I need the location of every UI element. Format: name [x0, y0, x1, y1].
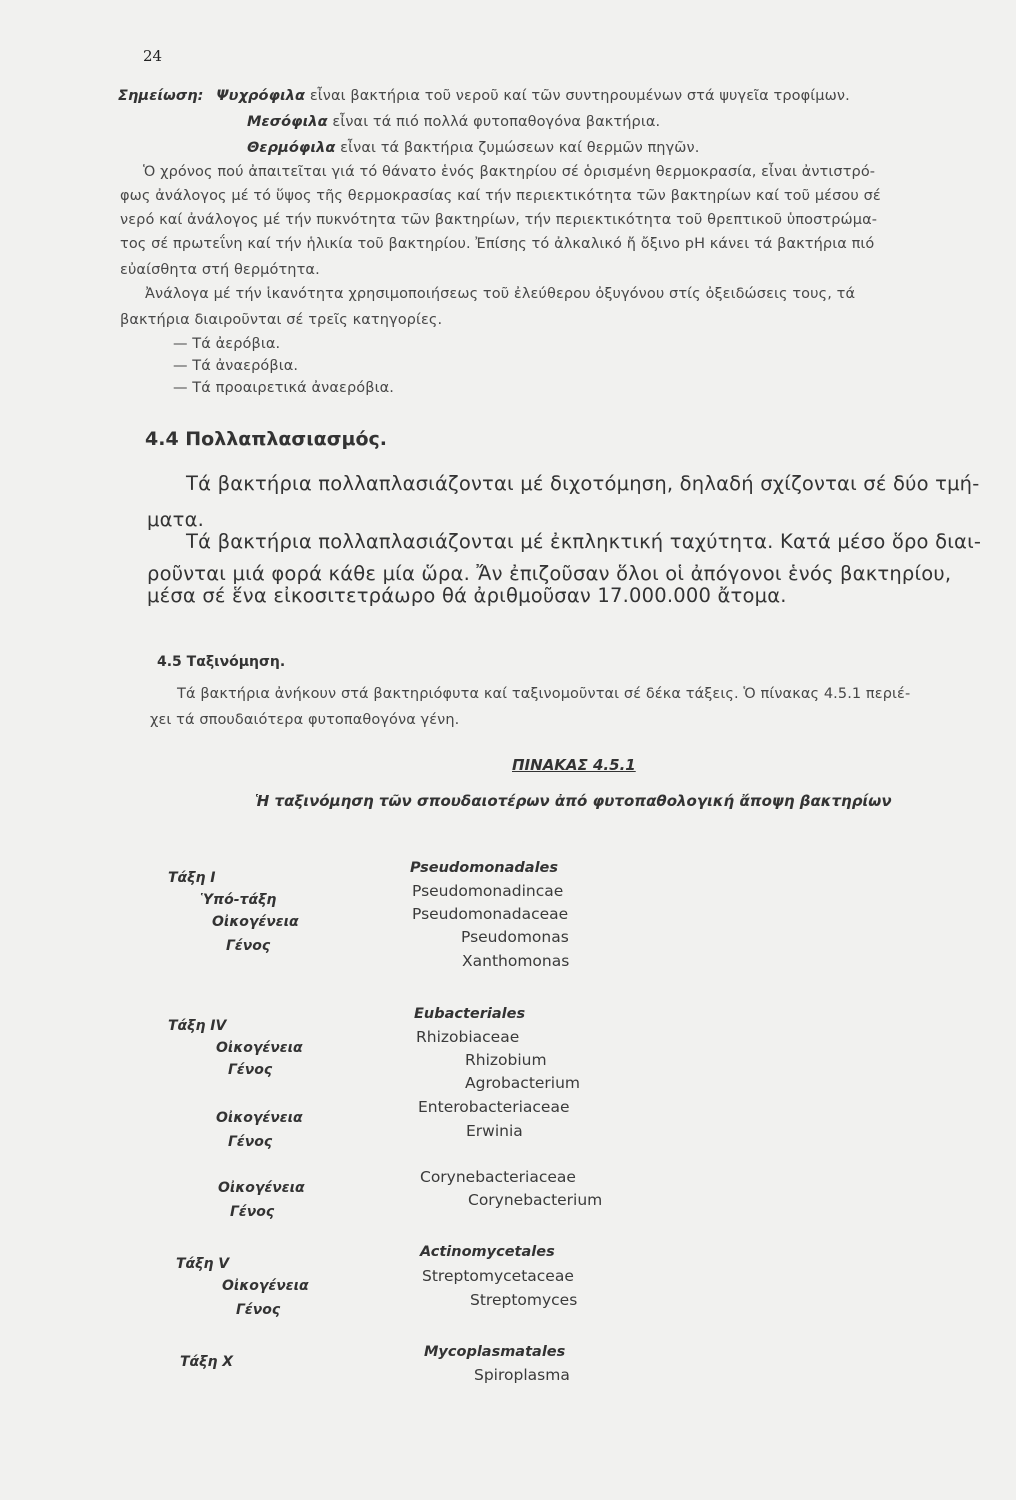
- taxon-order-pseudomonadales: Pseudomonadales: [410, 860, 559, 876]
- para1-line-3: νερό καί ἀνάλογος μέ τήν πυκνότητα τῶν βακτηρίων, τήν περιεκτικότητα τοῦ θρεπτικοῦ ὑποστρώμα-: [120, 212, 878, 228]
- rank-genus-c: Γένος: [228, 1134, 273, 1150]
- rank-genus-b: Γένος: [228, 1062, 273, 1078]
- rank-order-5: Τάξη V: [176, 1256, 230, 1272]
- table-title: ΠΙΝΑΚΑΣ 4.5.1: [512, 756, 636, 774]
- note-term-psychrophiles: Ψυχρόφιλα: [216, 88, 306, 104]
- note-line-2: [247, 114, 660, 130]
- rank-family-e: Οἰκογένεια: [222, 1278, 309, 1294]
- rank-family-a: Οἰκογένεια: [212, 914, 299, 930]
- rank-suborder: Ὑπό-τάξη: [200, 892, 277, 908]
- category-facultative: — Τά προαιρετικά ἀναερόβια.: [173, 380, 394, 396]
- taxon-family-rhizobiaceae: Rhizobiaceae: [416, 1028, 520, 1046]
- rank-order-10: Τάξη X: [180, 1354, 234, 1370]
- section-4-4-line-2: ματα.: [147, 508, 205, 531]
- rank-family-b: Οἰκογένεια: [216, 1040, 303, 1056]
- category-aerobic: — Τά ἀερόβια.: [173, 336, 281, 352]
- rank-family-d: Οἰκογένεια: [218, 1180, 305, 1196]
- taxon-family-streptomycetaceae: Streptomycetaceae: [422, 1267, 574, 1285]
- taxon-order-mycoplasmatales: Mycoplasmatales: [424, 1344, 566, 1360]
- para1-line-2: φως ἀνάλογος μέ τό ὕψος τῆς θερμοκρασίας καί τήν περιεκτικότητα τῶν βακτηρίων καί τοῦ μέσου σέ: [120, 188, 881, 204]
- para1-line-4: τος σέ πρωτεΐνη καί τήν ἡλικία τοῦ βακτηρίου. Ἐπίσης τό ἀλκαλικό ἤ ὄξινο pH κάνει τά βακτήρια πιό: [120, 236, 875, 252]
- section-4-4-line-3: Τά βακτήρια πολλαπλασιάζονται μέ ἐκπληκτική ταχύτητα. Κατά μέσο ὅρο διαι-: [186, 530, 982, 553]
- page-number: 24: [143, 47, 163, 65]
- section-4-4-line-5: μέσα σέ ἕνα εἰκοσιτετράωρο θά ἀριθμοῦσαν 17.000.000 ἄτομα.: [147, 584, 787, 607]
- note-label: Σημείωση:: [118, 88, 204, 104]
- note-term-thermophiles: Θερμόφιλα: [247, 140, 336, 156]
- rank-genus-e: Γένος: [236, 1302, 281, 1318]
- taxon-genus-agrobacterium: Agrobacterium: [465, 1074, 581, 1092]
- para2-line-1: Ἀνάλογα μέ τήν ἱκανότητα χρησιμοποιήσεως τοῦ ἐλεύθερου ὀξυγόνου στίς ὀξειδώσεις τους, τά: [145, 286, 856, 302]
- note-line-1: [118, 88, 850, 104]
- note-text-mesophiles: εἶναι τά πιό πολλά φυτοπαθογόνα βακτήρια.: [332, 114, 661, 130]
- taxon-family-pseudomonadaceae: Pseudomonadaceae: [412, 905, 569, 923]
- taxon-genus-rhizobium: Rhizobium: [465, 1051, 547, 1069]
- taxon-suborder-pseudomonadincae: Pseudomonadincae: [412, 882, 564, 900]
- section-4-4-line-1: Τά βακτήρια πολλαπλασιάζονται μέ διχοτόμηση, δηλαδή σχίζονται σέ δύο τμή-: [186, 472, 980, 495]
- section-4-5-heading: 4.5 Ταξινόμηση.: [157, 654, 286, 670]
- taxon-order-eubacteriales: Eubacteriales: [414, 1006, 526, 1022]
- note-text-thermophiles: εἶναι τά βακτήρια ζυμώσεων καί θερμῶν πηγῶν.: [340, 140, 700, 156]
- taxon-family-corynebacteriaceae: Corynebacteriaceae: [420, 1168, 576, 1186]
- table-caption: Ἡ ταξινόμηση τῶν σπουδαιοτέρων ἀπό φυτοπαθολογική ἄποψη βακτηρίων: [255, 792, 892, 810]
- section-4-4-heading: 4.4 Πολλαπλασιασμός.: [145, 428, 387, 450]
- section-4-4-line-4: ροῦνται μιά φορά κάθε μία ὥρα. Ἄν ἐπιζοῦσαν ὅλοι οἱ ἀπόγονοι ἑνός βακτηρίου,: [147, 562, 952, 585]
- para1-line-5: εὐαίσθητα στή θερμότητα.: [120, 262, 320, 278]
- rank-order-4: Τάξη IV: [168, 1018, 227, 1034]
- section-4-5-line-2: χει τά σπουδαιότερα φυτοπαθογόνα γένη.: [150, 712, 460, 728]
- taxon-genus-pseudomonas: Pseudomonas: [461, 928, 569, 946]
- taxon-genus-spiroplasma: Spiroplasma: [474, 1366, 570, 1384]
- rank-family-c: Οἰκογένεια: [216, 1110, 303, 1126]
- rank-genus-a: Γένος: [226, 938, 271, 954]
- taxon-order-actinomycetales: Actinomycetales: [420, 1244, 555, 1260]
- para2-line-2: βακτήρια διαιροῦνται σέ τρεῖς κατηγορίες.: [120, 312, 443, 328]
- para1-line-1: Ὁ χρόνος πού ἀπαιτεῖται γιά τό θάνατο ἑνός βακτηρίου σέ ὁρισμένη θερμοκρασία, εἶναι ἀντιστρό-: [143, 164, 876, 180]
- note-term-mesophiles: Μεσόφιλα: [247, 114, 328, 130]
- taxon-genus-xanthomonas: Xanthomonas: [462, 952, 570, 970]
- rank-order-1: Τάξη I: [168, 870, 216, 886]
- taxon-family-enterobacteriaceae: Enterobacteriaceae: [418, 1098, 570, 1116]
- note-text-psychrophiles: εἶναι βακτήρια τοῦ νεροῦ καί τῶν συντηρουμένων στά ψυγεῖα τροφίμων.: [309, 88, 850, 104]
- rank-genus-d: Γένος: [230, 1204, 275, 1220]
- taxon-genus-streptomyces: Streptomyces: [470, 1291, 578, 1309]
- taxon-genus-corynebacterium: Corynebacterium: [468, 1191, 603, 1209]
- note-line-3: [247, 140, 699, 156]
- taxon-genus-erwinia: Erwinia: [466, 1122, 523, 1140]
- section-4-5-line-1: Τά βακτήρια ἀνήκουν στά βακτηριόφυτα καί ταξινομοῦνται σέ δέκα τάξεις. Ὁ πίνακας 4.5.1 περιέ-: [177, 686, 911, 702]
- category-anaerobic: — Τά ἀναερόβια.: [173, 358, 299, 374]
